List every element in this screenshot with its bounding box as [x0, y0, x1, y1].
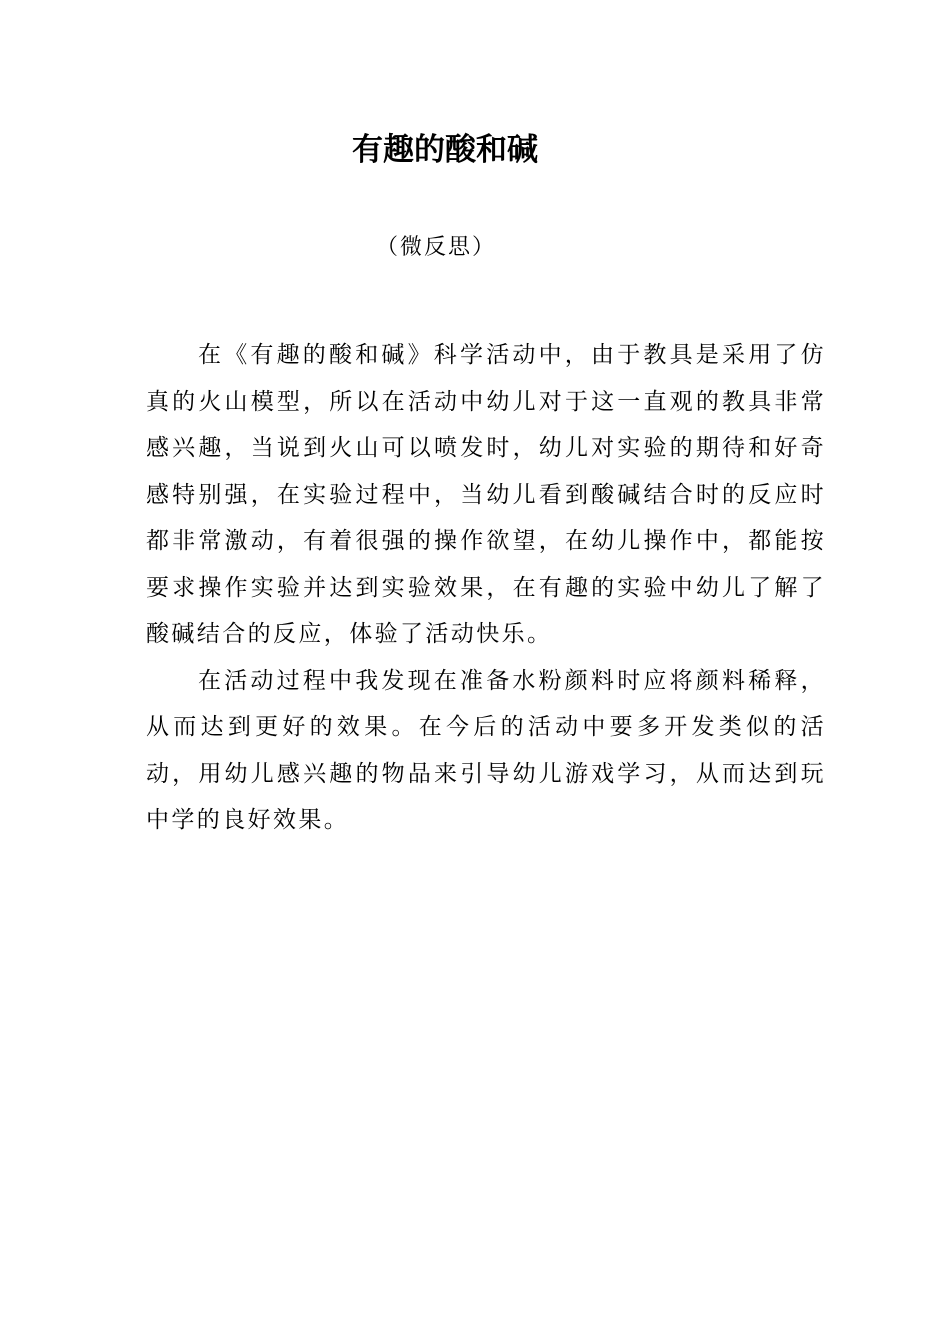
document-title: 有趣的酸和碱 — [352, 132, 538, 168]
document-subtitle: （微反思） — [375, 235, 496, 260]
paragraph-2: 在活动过程中我发现在准备水粉颜料时应将颜料稀释，从而达到更好的效果。在今后的活动中要多开发类似的活动，用幼儿感兴趣的物品来引导幼儿游戏学习，从而达到玩中学的良好效果。 — [146, 667, 826, 833]
paragraph-1: 在《有趣的酸和碱》科学活动中，由于教具是采用了仿真的火山模型，所以在活动中幼儿对于这一直观的教具非常感兴趣，当说到火山可以喷发时，幼儿对实验的期待和好奇感特别强，在实验过程中，当幼儿看到酸碱结合时的反应时都非常激动，有着很强的操作欲望，在幼儿操作中，都能按要求操作实验并达到实验效果，在有趣的实验中幼儿了解了酸碱结合的反应，体验了活动快乐。 — [146, 342, 826, 647]
document-body — [146, 332, 826, 844]
